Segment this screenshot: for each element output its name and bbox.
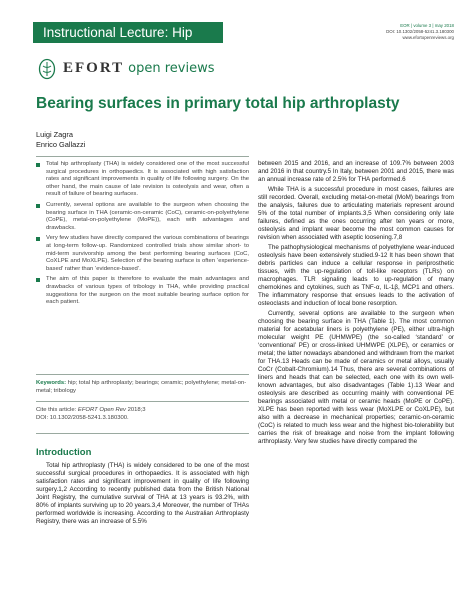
introduction-body: Total hip arthroplasty (THA) is widely considered to be one of the most successful surgical procedures in orthopaedics. It is associated with high satisfaction rates and significant improvement in quality of life following surgery.1,2 According to recently published data from the British National Joint Registry, the cumulative survival of THA at 13 years is 93.2%, with 80% of implants surviving up to 20 years.3,4 Moreover, the number of THAs performed worldwide is increasing. According to the Australian Arthroplasty Registry, there was an increase of 5.5%	[36, 462, 249, 525]
citation-line	[36, 407, 249, 415]
citation-doi[interactable]: DOI: 10.1302/2058-5241.3.180300.	[36, 414, 129, 421]
key-point: Very few studies have directly compared the various combinations of bearings at long-term follow-up. Randomized controlled trials show similar short- to mid-term survivorship among the best performing bearing surfaces (CoC, CoXLPE and MoXLPE). Selection of the bearing surface is often ‘experience-based’ rather than ‘evidence-based’.	[36, 235, 249, 273]
key-point: Currently, several options are available to the surgeon when choosing the bearing surface in THA (ceramic-on-ceramic (CoC), ceramic-on-polyethylene (CoPE), metal-on-polyethylene (MoPE)), each with advantages and drawbacks.	[36, 202, 249, 232]
key-points	[36, 161, 249, 310]
keywords	[36, 380, 249, 395]
key-point: The aim of this paper is therefore to evaluate the main advantages and drawbacks of various types of tribology in THA, while providing practical suggestions for the surgeon on the most suitable bearing surface option for each patient.	[36, 276, 249, 306]
divider	[36, 433, 249, 434]
journal-volume-line: EOR | volume 3 | may 2018	[400, 23, 454, 28]
article-title: Bearing surfaces in primary total hip arthroplasty	[36, 95, 400, 112]
citation-prefix: Cite this article:	[36, 407, 77, 413]
keywords-text: hip; total hip arthroplasty; bearings; ceramic; polyethylene; metal-on-metal; tribology	[36, 380, 247, 394]
website-line[interactable]: www.efortopenreviews.org	[402, 35, 454, 41]
doi-line: DOI: 10.1302/2058-5241.3.180300	[386, 29, 454, 35]
key-point: Total hip arthroplasty (THA) is widely considered one of the most successful surgical procedures in orthopaedics. It is associated with high satisfaction rates and significant improvements in quality of life following surgery. On the other hand, the main cause of late revision is osteolysis and wear, often a result of failure of bearing surfaces.	[36, 161, 249, 199]
divider	[36, 374, 249, 375]
logo-efort: EFORT	[63, 60, 125, 76]
author: Luigi Zagra	[36, 130, 73, 139]
section-banner: Instructional Lecture: Hip	[33, 22, 223, 43]
keywords-label: Keywords:	[36, 380, 67, 386]
author: Enrico Gallazzi	[36, 140, 86, 149]
divider	[36, 401, 249, 402]
citation-journal: EFORT Open Rev	[77, 407, 126, 413]
right-column	[258, 160, 454, 448]
journal-meta	[386, 23, 454, 42]
paragraph: While THA is a successful procedure in most cases, failures are still recorded. Overall, excluding metal-on-metal (MoM) bearings from the analysis, failures due to articulating materials represent around 5% of the total number of implants.3,5 When considering only late failures, defined as the ones occurring after ten years or more, osteolysis and implant wear become the most common causes for revision when associated with aseptic loosening.7,8	[258, 186, 454, 241]
introduction-heading: Introduction	[36, 447, 92, 458]
paragraph: between 2015 and 2016, and an increase of 109.7% between 2003 and 2016 in that country.5 In Italy, between 2001 and 2015, there was an annual increase rate of 2.5% for THA performed.6	[258, 160, 454, 183]
divider	[36, 156, 249, 157]
logo-open-reviews: open reviews	[128, 61, 215, 76]
citation	[36, 407, 249, 422]
journal-logo	[63, 58, 215, 79]
author-list	[36, 130, 85, 150]
citation-details: 2018;3	[127, 407, 146, 413]
efort-emblem-icon	[38, 58, 56, 80]
paragraph: Currently, several options are available to the surgeon when choosing the bearing surface in THA (Table 1). The most common material for acetabular liners is polyethylene (PE), either ultra-high molecular weight PE (UHMWPE) (the so-called ‘standard’ or ‘conventional’ PE) or cross-linked UHMWPE (XLPE), or ceramics or metal; the latter nowadays abandoned and withdrawn from the market for THA.13 Heads can be made of ceramics or metal alloys, usually CoCr (Cobalt-Chromium).14 Thus, there are several combinations of liners and heads that can be selected, each one with its own well-known advantages, but also disadvantages (Table 1).13 Wear and osteolysis are described as occurring mainly with conventional PE bearings associated with metal or ceramic heads (MoPE or CoPE). XLPE has been reported with less wear (MoXLPE or CoXLPE), but also with a decrease in mechanical properties; ceramic-on-ceramic (CoC) is related to much less wear and the highest bio-tolerability but carries the risk of breakage and noise from the implant following arthroplasty. Very few studies have directly compared the	[258, 310, 454, 445]
paragraph: The pathophysiological mechanisms of polyethylene wear-induced osteolysis have been extensively studied.9-12 It has been shown that debris particles can induce a cellular response in periprosthetic tissues, with the up-regulation of toll-like receptors (TLRs) on macrophages. TLR signaling leads to up-regulation of many chemokines and cytokines, such as TNF-α, IL-1β, MCP1 and others. The inflammatory response that ensues leads to the activation of osteoclasts and induction of local bone resorption.	[258, 244, 454, 307]
